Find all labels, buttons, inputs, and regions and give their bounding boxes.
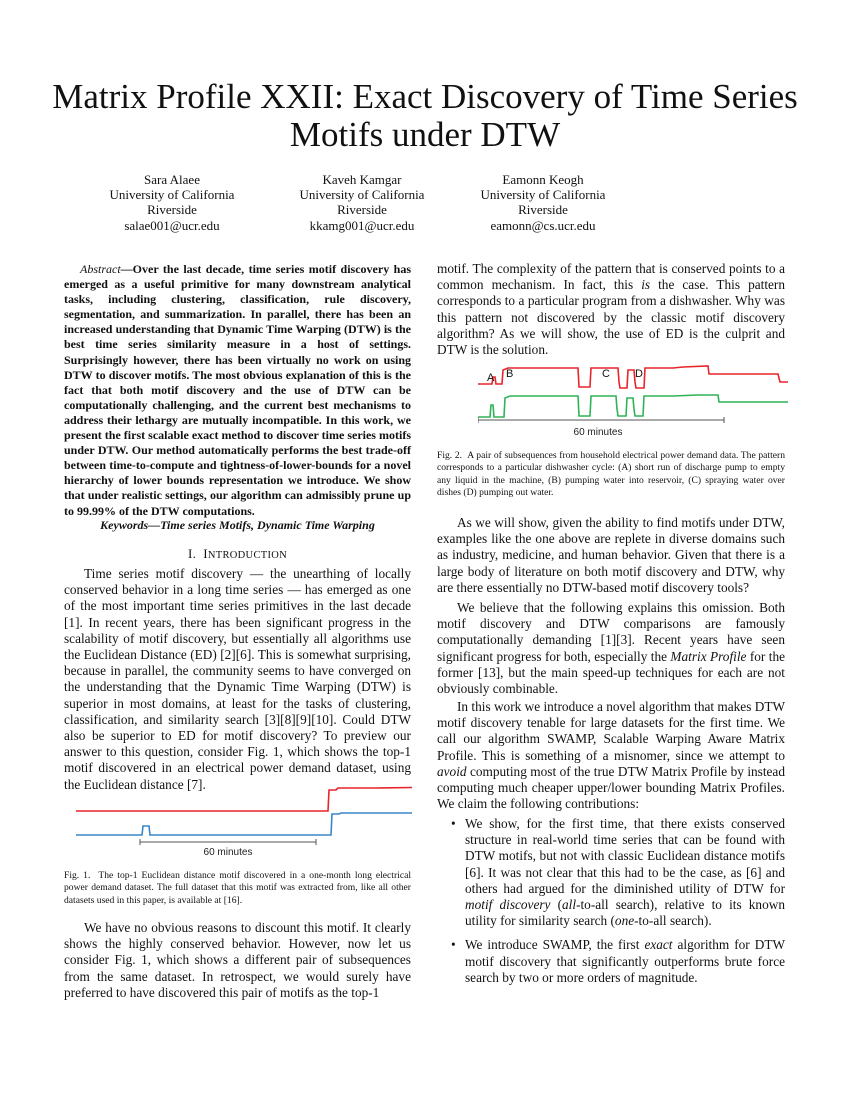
- author-block-2: [262, 172, 462, 233]
- figure-1-plot: [76, 784, 412, 860]
- author-affiliation: University of California: [299, 187, 425, 203]
- fig1-caption-text: The top-1 Euclidean distance motif discovered in a one-month long electrical power demand dataset. The full dataset that this motif was extracted from, like all other datasets used in this paper, is available at [16].: [64, 870, 412, 906]
- intro-paragraph-2: [64, 920, 411, 1001]
- fig1-caption-label: Fig. 1.: [64, 870, 91, 881]
- fig2-label-b: B: [506, 368, 514, 380]
- text-run: algorithm for DTW motif discovery that significantly outperforms brute force search by two or more orders of magnitude.: [465, 937, 785, 985]
- abstract: [64, 262, 411, 519]
- author-block-3: [443, 172, 643, 233]
- fig2-label-c: C: [602, 368, 610, 380]
- figure-1-caption: [64, 870, 411, 907]
- author-email: salae001@ucr.edu: [124, 217, 220, 233]
- fig1-blue-series: [76, 813, 412, 835]
- author-location: Riverside: [337, 202, 387, 218]
- emphasis: exact: [644, 937, 673, 953]
- abstract-text: —Over the last decade, time series motif discovery has emerged as a useful primitive for many downstream analytical tasks, including clustering, classification, rule discovery, segmentation, and summarization. In parallel, there has been an increased understanding that Dynamic Time Warping (DTW) is the best time series similarity measure in a host of settings. Surprisingly however, there has been virtually no work on using DTW to discover motifs. The most obvious explanation of this is the fact that both motif discovery and the use of DTW can be computationally challenging, and the current best mechanisms to address their lethargy are mutually incompatible. In this work, we present the first scalable exact method to discover time series motifs under DTW. Our method automatically performs the best trade-off between time-to-compute and tightness-of-lower-bounds for a novel hierarchy of lower bounds representation we introduce. We show that under realistic settings, our algorithm can admissibly prune up to 99.99% of the DTW computations.: [64, 262, 411, 518]
- title-line-2: Motifs under DTW: [289, 115, 561, 154]
- paper-title: [40, 78, 810, 154]
- text-run: -to-all search), relative to its known utility for similarity search (: [465, 897, 785, 929]
- fig2-caption-label: Fig. 2.: [437, 450, 463, 461]
- section-heading-introduction: [64, 546, 411, 562]
- author-email: kkamg001@ucr.edu: [309, 217, 415, 233]
- title-line-1: Matrix Profile XXII: Exact Discovery of Time Series: [52, 77, 798, 116]
- author-email: eamonn@cs.ucr.edu: [490, 217, 596, 233]
- right-paragraph-1: [437, 515, 785, 596]
- fig2-red-series: [478, 366, 788, 388]
- fig2-axis-label: 60 minutes: [573, 427, 623, 438]
- author-affiliation: University of California: [480, 187, 606, 203]
- author-block-1: [72, 172, 272, 233]
- list-item: [451, 937, 785, 986]
- paragraph-text: As we will show, given the ability to find motifs under DTW, examples like the one above are replete in diverse domains such as industry, medicine, and human behavior. Given that there is a large body of literature on both motif discovery and DTW, why are there essentially no DTW-based motif discovery tools?: [437, 515, 785, 595]
- emphasis: motif discovery: [465, 897, 551, 913]
- intro-paragraph-1: [64, 566, 411, 793]
- text-run: computing most of the true DTW Matrix Profile by instead computing much cheaper upper/lower bounding Matrix Profiles. We claim the following contributions:: [437, 763, 785, 812]
- keywords-text: —Time series Motifs, Dynamic Time Warping: [148, 518, 375, 532]
- paragraph-text: Time series motif discovery — the unearthing of locally conserved behavior in a long time series — has emerged as one of the most important time series primitives in the last decade [1]. In recent years, there has been significant progress in the scalability of motif discovery, but essentially all algorithms use the Euclidean Distance (ED) [2][6]. This is somewhat surprising, because in parallel, the community seems to have converged on the understanding that the Dynamic Time Warping (DTW) is superior in most domains, at least for the tasks of clustering, classification, and similarity search [3][8][9][10]. Could DTW also be superior to ED for motif discovery? To preview our answer to this question, consider Fig. 1, which shows the top-1 motif discovered in an electrical power demand dataset, using the Euclidean distance [7].: [64, 566, 411, 792]
- author-location: Riverside: [147, 202, 197, 218]
- fig1-red-series: [76, 788, 412, 812]
- section-title-rest: NTRODUCTION: [207, 550, 288, 561]
- author-name: Kaveh Kamgar: [322, 172, 402, 187]
- text-run: We introduce SWAMP, the first: [465, 937, 645, 953]
- bullet-marker: •: [451, 937, 456, 953]
- text-run: -to-all search).: [634, 913, 712, 929]
- emphasis: Matrix Profile: [670, 648, 747, 664]
- figure-2-caption: [437, 450, 785, 500]
- contribution-list: [445, 816, 785, 986]
- fig2-caption-text: A pair of subsequences from household electrical power demand data. The pattern corresponds to a particular dishwasher cycle: (A) short run of discharge pump to empty any liquid in the machine, (B) pumping water into reservoir, (C) spraying water over dishes (D) pumping out water.: [437, 450, 785, 499]
- fig1-axis-label: 60 minutes: [203, 847, 253, 858]
- keywords-lead: Keywords: [100, 518, 149, 532]
- right-paragraph-0: [437, 261, 785, 358]
- paragraph-text: [437, 600, 785, 697]
- text-run: In this work we introduce a novel algorithm that makes DTW motif discovery tenable for large datasets for the first time. We call our algorithm SWAMP, Scalable Warping Aware Matrix Profile. This is something of a misnomer, since we attempt to: [437, 699, 785, 763]
- paragraph-text: We have no obvious reasons to discount this motif. It clearly shows the highly conserved behavior. However, now let us consider Fig. 1, which shows a different pair of subsequences from the same dataset. In retrospect, we would surely have preferred to have discovered this pair of motifs as the top-1: [64, 920, 411, 1000]
- fig2-label-d: D: [635, 368, 643, 380]
- right-paragraph-2: [437, 600, 785, 697]
- text-run: the case. This pattern corresponds to a particular program from a dishwasher. Why was this pattern not discovered by the classic motif discovery algorithm? As we will show, the use of ED is the culprit and DTW is the solution.: [437, 277, 786, 358]
- emphasis: one: [614, 913, 635, 929]
- right-paragraph-3: [437, 699, 785, 812]
- list-item: [451, 816, 785, 929]
- section-number: I.: [187, 546, 197, 561]
- text-run: We believe that the following explains this omission. Both motif discovery and DTW comparisons are famously computationally demanding [1][3]. Recent years have seen significant progress for both, especially the: [437, 600, 785, 664]
- emphasis: is: [641, 277, 651, 293]
- text-run: for the former [13], but the main speed-up techniques for each are not obviously combinable.: [437, 648, 785, 697]
- text-run: We show, for the first time, that there exists conserved structure in real-world time series that can be found with DTW motifs, but not with classic Euclidean distance motifs [6]. It was not clear that this had to be the case, as [6] and others had argued for the diminished utility of DTW for: [465, 816, 785, 896]
- author-name: Eamonn Keogh: [502, 172, 584, 187]
- emphasis: all: [562, 897, 577, 913]
- author-name: Sara Alaee: [144, 172, 200, 187]
- author-location: Riverside: [518, 202, 568, 218]
- author-affiliation: University of California: [109, 187, 235, 203]
- fig2-green-series: [478, 395, 788, 417]
- text-run: (: [550, 897, 563, 913]
- text-run: motif. The complexity of the pattern that is conserved points to a common mechanism. In fact, this: [437, 261, 785, 293]
- section-initial: I: [203, 546, 208, 561]
- fig2-label-a: A: [487, 372, 495, 384]
- figure-2-plot: [478, 360, 788, 440]
- paragraph-text: [437, 261, 785, 358]
- bullet-marker: •: [451, 816, 456, 831]
- emphasis: avoid: [437, 763, 467, 779]
- keywords: [64, 518, 411, 533]
- abstract-lead: Abstract: [80, 262, 121, 276]
- paragraph-text: [437, 699, 785, 812]
